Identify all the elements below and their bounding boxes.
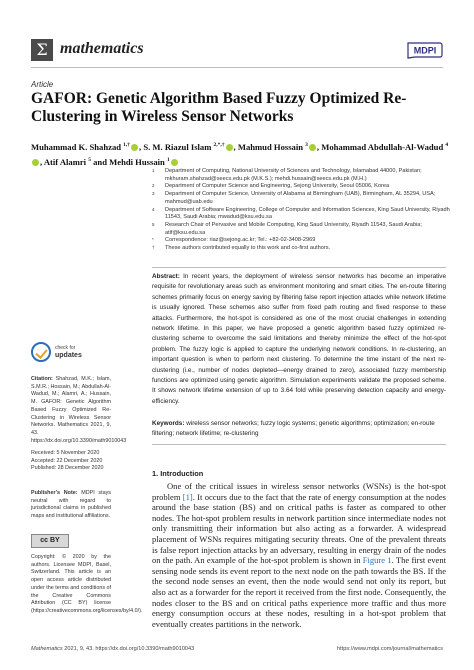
affiliation-text: Department of Computer Science, University of Alabama at Birmingham (UAB), Birmingham, AL 35294, USA; mahmud@uab.edu <box>165 191 436 205</box>
affiliation-item <box>152 168 452 183</box>
author-separator: , <box>233 141 238 152</box>
section-heading: 1. Introduction <box>152 469 204 478</box>
affiliation-marker: 2 <box>152 183 155 189</box>
mdpi-logo-text: MDPI <box>413 45 437 56</box>
check-for-updates-button[interactable] <box>31 342 111 364</box>
author[interactable] <box>44 157 91 167</box>
author[interactable] <box>238 142 317 152</box>
affiliation-marker: 4 <box>152 206 155 212</box>
author[interactable] <box>109 157 179 167</box>
affiliation-item <box>152 245 452 253</box>
author-separator: and <box>90 156 110 167</box>
author-affiliation-marker: 1 <box>166 156 170 163</box>
publication-dates <box>31 450 111 473</box>
affiliation-marker: 1 <box>152 168 155 173</box>
accepted-date: Accepted: 22 December 2020 <box>31 457 103 464</box>
author-affiliation-marker: 4 <box>445 142 449 148</box>
citation-text: Shahzad, M.K.; Islam, S.M.R.; Hossain, M.; Abdullah-Al-Wadud, M.; Alamri, A.; Hussain, M. GAFOR: Genetic Algorithm Based Fuzzy Optimized Re-Clustering in Wireless Sensor Networks. Mathematics 2021, 9, 43. https://dx.doi.org/10.3390/math9010043 <box>31 376 127 444</box>
mdpi-logo <box>405 41 443 59</box>
author[interactable] <box>143 142 233 152</box>
author-affiliation-marker: 1,† <box>123 142 131 148</box>
orcid-icon[interactable] <box>226 144 233 151</box>
introduction-paragraph <box>152 481 446 629</box>
journal-logo-icon: Σ <box>31 39 53 61</box>
abstract-label: Abstract: <box>152 273 180 280</box>
abstract-divider-top <box>152 267 446 268</box>
author-name: Mehdi Hussain <box>109 156 167 167</box>
author-name: Atif Alamri <box>43 156 89 167</box>
citation-block <box>31 376 127 445</box>
author-separator: , <box>139 141 144 152</box>
publisher-note <box>31 490 111 521</box>
check-updates-small-label: check for <box>55 345 76 351</box>
article-type: Article <box>31 80 54 89</box>
author-name: Muhammad K. Shahzad <box>31 141 124 152</box>
author-name: Mahmud Hossain <box>237 141 306 152</box>
author-affiliation-marker: 3 <box>305 142 308 148</box>
affiliation-text: These authors contributed equally to this work and co-first authors. <box>165 245 331 252</box>
figure-1-link[interactable]: Figure 1 <box>362 555 392 566</box>
affiliation-item <box>152 191 452 206</box>
affiliation-text: Correspondence: riaz@sejong.ac.kr; Tel.: +82-02-3408-2969 <box>165 237 316 244</box>
author-affiliation-marker: 2,*,† <box>213 142 225 148</box>
published-date: Published: 28 December 2020 <box>31 465 104 472</box>
paper-title: GAFOR: Genetic Algorithm Based Fuzzy Optimized Re-Clustering in Wireless Sensor Networks <box>31 90 407 125</box>
affiliation-marker: * <box>152 237 154 243</box>
copyright-notice: Copyright: © 2020 by the authors. Licensee MDPI, Basel, Switzerland. This article is an open access article distributed under the terms and conditions of the Creative Commons Attribution (CC BY) license (https://creativecommons.org/licenses/by/4.0/). <box>31 554 143 614</box>
footer-journal-url[interactable]: https://www.mdpi.com/journal/mathematics <box>336 646 443 652</box>
author-name: S. M. Riazul Islam <box>143 141 214 152</box>
author-separator: , <box>316 141 322 152</box>
affiliation-item <box>152 183 452 191</box>
abstract-text: In recent years, the deployment of wireless sensor networks has become an imperative requisite for revolutionary areas such as environment monitoring and smart cities. The en-route filtering schemes primarily focus on energy saving by filtering false report injection attacks while network lifetime is usually ignored. These schemes also suffer from fixed path routing and fixed response to these attacks. Furthermore, the hot-spot is considered as one of the most crucial challenges in extending network lifetime. In this paper, we have proposed a genetic algorithm based fuzzy optimized re-clustering scheme to overcome the said limitations and thereby minimize the effect of the hot-spot problem. The fuzzy logic is applied to capture the underlying network conditions. In re-clustering, an important question is when to perform next clustering. To determine the time instant of the next re-clustering (i.e., number of nodes depleted—energy drained to zero), associated fuzzy membership functions are optimized using genetic algorithm. Simulation experiments validate the proposed scheme. It shows network lifetime extension of up to 3.64 fold while preserving detection capacity and energy-efficiency. <box>152 273 446 405</box>
keywords-label: Keywords: <box>152 420 185 427</box>
affiliation-marker: 5 <box>152 221 155 227</box>
footer-journal: Mathematics <box>31 646 63 652</box>
affiliation-text: Department of Software Engineering, College of Computer and Information Sciences, King Saud University, Riyadh 11543, Saudi Arabia; mwadud@ksu.edu.sa <box>165 206 450 221</box>
affiliation-marker: † <box>152 245 155 251</box>
author-affiliation-marker: 5 <box>88 156 91 163</box>
footer-citation <box>31 646 194 652</box>
affiliation-text: Department of Computer Science and Engineering, Sejong University, Seoul 05006, Korea <box>165 183 390 190</box>
orcid-icon[interactable] <box>171 159 178 166</box>
author-list <box>31 139 451 169</box>
header-divider <box>31 67 443 68</box>
orcid-icon[interactable] <box>131 144 138 151</box>
abstract <box>152 272 446 407</box>
journal-name: mathematics <box>60 40 144 57</box>
intro-text-1: One of the critical issues in wireless sensor networks (WSNs) is the hot-spot problem <box>152 481 446 502</box>
check-updates-label: updates <box>55 352 82 359</box>
affiliation-item <box>152 207 452 222</box>
affiliation-item <box>152 222 452 237</box>
received-date: Received: 5 November 2020 <box>31 450 100 456</box>
author-name: Mohammad Abdullah-Al-Wadud <box>321 141 446 152</box>
check-updates-icon <box>31 342 51 362</box>
abstract-divider-bottom <box>152 444 446 445</box>
affiliation-marker: 3 <box>152 191 155 197</box>
publisher-note-text: MDPI stays neutral with regard to jurisdictional claims in published maps and institutional affiliations. <box>31 490 111 520</box>
footer-citation-text: 2021, 9, 43. https://dx.doi.org/10.3390/math9010043 <box>62 646 195 652</box>
keywords <box>152 419 446 440</box>
intro-text-2: . It occurs due to the fact that the rate of energy consumption at the nodes around the base station (BS) and on critical paths is faster as compared to other nodes. The hot-spot problem results in network partition since intermediate nodes not only transmitting their information but also acting as a forwarder. A widespread placement of WSNs requires mitigating security threats. One of the prevalent threats is false report injection attacks by an adversary, resulting in energy drain of the nodes on the path. An example of the hot-spot problem is shown in <box>152 491 446 566</box>
orcid-icon[interactable] <box>309 144 316 151</box>
affiliation-item <box>152 237 452 245</box>
publisher-note-label: Publisher’s Note: <box>31 490 78 496</box>
cc-by-license-icon[interactable]: cc BY <box>31 534 69 548</box>
citation-label: Citation: <box>31 376 53 382</box>
intro-text-3: . The first event sensing node sends its event report to the next node on the path towards the BS. If the the second node senses an event, then the node would send not only its report, but also act as a forwarder for the report it received from the first node. Consequently, the nodes closer to the BS and on critical paths experience more traffic and thus more energy consumption occurs at these nodes, resulting in a hot-spot problem that eventually creates partitions in the network. <box>152 555 446 629</box>
author[interactable] <box>31 142 139 152</box>
affiliation-text: Department of Computing, National University of Sciences and Technology, Islamabad 44000, Pakistan; mkhuram.shahzad@seecs.edu.pk (M.K.S.); mehdi.hussain@seecs.edu.pk (M.H.) <box>165 168 422 182</box>
orcid-icon[interactable] <box>32 159 39 166</box>
affiliation-text: Research Chair of Pervasive and Mobile Computing, King Saud University, Riyadh 11543, Saudi Arabia; atif@ksu.edu.sa <box>165 221 422 236</box>
affiliations <box>152 168 452 253</box>
reference-link-1[interactable]: [1] <box>182 491 193 502</box>
keywords-text: wireless sensor networks; fuzzy logic systems; genetic algorithms; optimization; en-route filtering; network lifetime; re-clustering <box>152 420 435 438</box>
author-separator: , <box>40 156 44 167</box>
